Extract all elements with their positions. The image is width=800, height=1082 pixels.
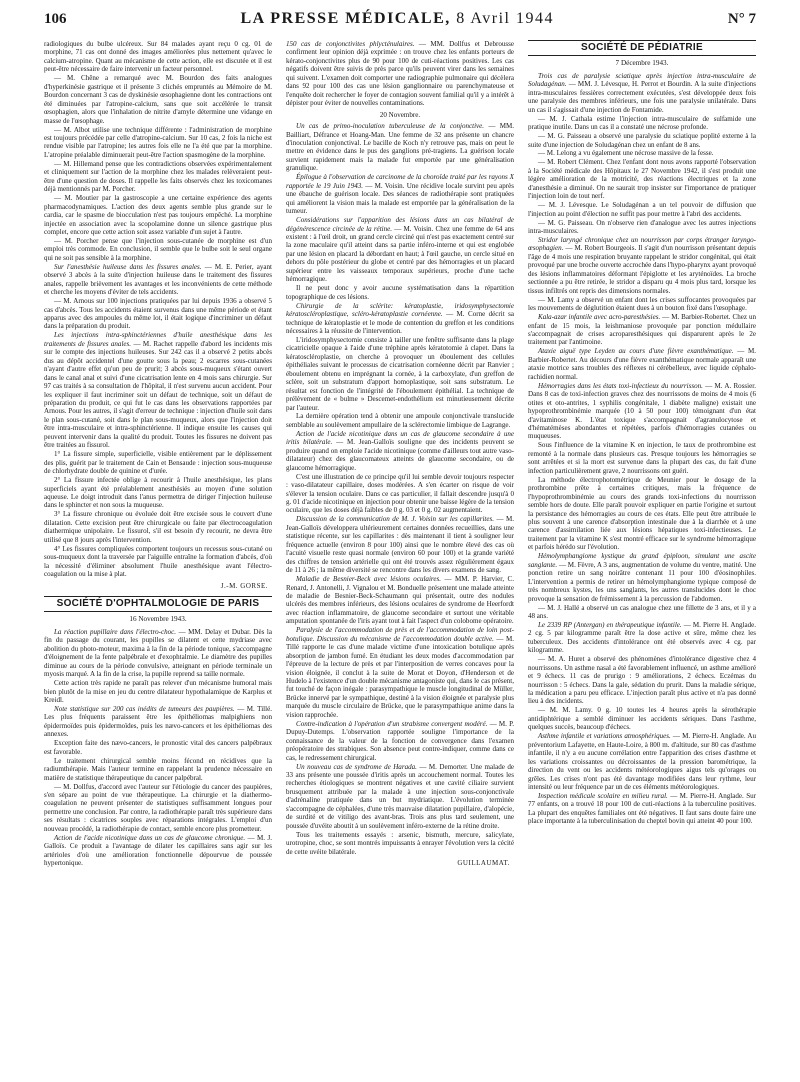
paragraph: L'iridosymphysectomie consiste à tailler une fenêtre suffisante dans la plage cicatricielle opaque à l'aide d'une tréphine après kératotomie à clapet. Dans la kératoscléroplastie, on cherche à provoquer un éboulement des cellules épithéliales suivant le processus de cicatrisation cornéenne décrit par Ranvier ; éboulement obtenu en imprégnant la cornée, à la carboxylate, d'un greffon de sclère, soit un substratum d'apport homoplastique, soit sans substratum. Le résultat est fonction de l'intégrité de l'éboulement épithélial. La technique de prélèvement de « bulme » Descemet-endothélium est minutieusement décrite par l'auteur. [286,335,514,412]
paragraph: Le traitement chirurgical semble moins fécond en récidives que la radiumthérapie. Mais l'auteur termine en rappelant la prudence nécessaire en matière de statistique thérapeutique du cancer palpébral. [44,756,272,782]
list-item: 3° La fissure chronique ou évoluée doit être excisée sous le couvert d'une dilatation. Cette excision peut être chirurgicale ou faite par électrocoagulation diathermique unipolaire. Le fissurol, s'il est besoin d'y recourir, ne devra être utilisé que 8 jours après l'intervention. [44,510,272,544]
paragraph-title: Action de l'acide nicotinique dans un cas de glaucome chronique. [54,833,246,842]
signature: GUILLAUMAT. [457,859,510,868]
paragraph: La dernière opération tend à obtenir une ampoule conjonctivale translucide semblable au soulèvement ampullaire de la sclérectomie limbique de Lagrange. [286,412,514,429]
paragraph: Action de l'acide nicotinique dans un cas de glaucome secondaire à une iritis bilatérale. — M. Jean-Galloïs souligne que des incidents peuvent se produire quand on emploie l'acide nicotinique (comme d'ailleurs tout autre vaso-dilatateur) chez des glaucomateux atteints de glaucome secondaire, ou de glaucome hémorragique. [286,429,514,472]
paragraph-title: Note statistique sur 200 cas inédits de tumeurs des paupières. [54,704,235,713]
paragraph-title: Considérations sur l'apparition des lésions dans un cas bilatéral de dégénérescence circinée de la rétine. [286,216,514,233]
section-heading: SOCIÉTÉ DE PÉDIATRIE [528,40,756,56]
paragraph: La méthode électrophotométrique de Meunier pour le dosage de la prothrombine prête à certaines critiques, mais la fréquence de l'hypoprothrombinémie au cours des grands toxi-infections du nourrisson semble hors de doute. Elle paraît pouvoir expliquer en partie l'origine et surtout la persistance des hémorragies au cours de ces états. Elle peut être attribuée le plus souvent à une carence d'absorption intestinale due à la diarrhée et à une carence d'assimilation liée aux lésions hépatiques toxi-infectieuses. Le traitement par la vitamine K s'est montré efficace sur le syndrome hémorragique et parfois hérédo sur l'évolution. [528,475,756,552]
list-item: 1° La fissure simple, superficielle, visible entièrement par le déplissement des plis, guérit par le traitement de Cain et Bensaude : injection sous-muqueuse de chlorhydrate double de quinine et d'urée. [44,450,272,476]
issue-date: 8 Avril 1944 [456,10,554,27]
paragraph: Hémorragies dans les états toxi-infectieux du nourrisson. — M. A. Rossier. Dans 8 cas de toxi-infection graves chez des nourrissons de moins de 4 mois (6 otites et oto-antrites, 1 syphilis congénitale, 1 diabète maligne) existait une hypoprothrombinémie marquée (10 à 50 pour 100) témoignant d'un état d'avitaminose K. L'état toxique s'accompagnait d'agranulocytose et d'hématémèses abondantes et répétées, parfois d'hémorragies cutanées ou muqueuses. [528,381,756,441]
paragraph: Il ne peut donc y avoir aucune systématisation dans la répartition topographique de ces lésions. [286,284,514,301]
paragraph: C'est une illustration de ce principe qu'il lui semble devoir toujours respecter : vaso-dilatateur capillaire, doses modérées. A s'en écarter on risque de voir s'élever la tension oculaire. Dans ce cas particulier, il fallait descendre jusqu'à 0 g. 01 d'acide nicotinique en injection pour obtenir une baisse légère de la tension oculaire, que les doses déjà faibles de 0 g. 03 et 0 g. 02 augmentaient. [286,472,514,515]
session-date: 20 Novembre. [379,110,421,119]
paragraph: — M. Lelong a vu également une nécrose massive de la fesse. [538,149,714,158]
list-item: 2° La fissure infectée oblige à recourir à l'huile anesthésique, les plans superficiels ayant été préalablement anesthésiés au moyen d'une solution aqueuse. Le doigt introduit dans l'anus permettra de diriger l'injection huileuse dans le sphincter et non sous la muqueuse. [44,476,272,510]
paragraph-title: Trois cas de paralysie sciatique après injection intra-musculaire de Soludagénan. [528,71,756,89]
section-heading: SOCIÉTÉ D'OPHTALMOLOGIE DE PARIS [44,596,272,612]
journal-title: LA PRESSE MÉDICALE, 8 Avril 1944 [240,10,554,27]
paragraph: Kala-azar infantile avec acro-paresthésies. — M. Barbier-Robertet. Chez un enfant de 15 mois, la leishmaniose provoquée par ponction médullaire s'accompagnait de crises acroparesthésiques qui disparurent après le 2e traitement par l'antimoine. [528,313,756,347]
paragraph: — M. J. Lévesque. Le Soludagénan a un tel pouvoir de diffusion que l'injection au point d'élection ne suffit pas pour mettre à l'abri des accidents. [528,201,756,218]
paragraph-title: Un cas de primo-inoculation tuberculeuse de la conjonctive. [296,122,485,131]
signature: J.-M. GORSE. [220,581,268,590]
paragraph-title: Chirurgie de la sclérite: kératoplastie, iridosymphysectomie kératoscléroplastique, scléro-kératoplastie cornéenne. [286,301,514,319]
issue-number: N° 7 [727,11,756,27]
paragraph: Épilogue à l'observation de carcinome de la choroïde traité par les rayons X rapportée le 19 Juin 1943. — M. Voisin. Une récidive locale survint peu après une ébauche de guérison locale. Des séances de radiothérapie sont pratiquées qui améliorent la vision mais la malade est emportée par la généralisation de la tumeur. [286,173,514,216]
paragraph: Un nouveau cas de syndrome de Harada. — M. Demorter. Une malade de 33 ans présente une poussée d'iritis après un accouchement normal. Toutes les recherches étiologiques se montrent négatives et une cavité ciliaire survient brusquement attribuée par la malade à une injection sous-conjonctivale d'adrénaline pratiquée dans un but mydriatique. L'évolution terminée s'accompagne de céphalées, d'une très mauvaise dilatation pupillaire, d'alopécie, de surdité et de vitiligo des avant-bras. Trois ans plus tard seulement, une poussée d'uvéite aboutit à un soulèvement inféro-externe de la rétine droite. [286,762,514,830]
paragraph-title: La réaction pupillaire dans l'électro-choc. [54,627,177,636]
page-number: 106 [44,11,67,27]
paragraph-title: Le 2339 RP (Antergan) en thérapeutique infantile. [538,620,682,629]
paragraph: Contre-indication à l'opération d'un strabisme convergent modéré. — M. P. Dupuy-Dutemps. L'observation rapportée souligne l'importance de la connaissance de la valeur de la fonction de convergence dans l'examen préopératoire des strabiques. Son absence peut contre-indiquer, comme dans ce cas, le redressement chirurgical. [286,719,514,762]
running-header [44,10,756,32]
paragraph: Maladie de Besnier-Beck avec lésions oculaires. — MM. P. Harvier, C. Renard, J. Antonelli, J. Vignalou et M. Bonduelle présentent une malade atteinte de maladie de Besnier-Beck-Schaumann qui présentait, outre des nodules ulcérés des membres inférieurs, des lésions oculaires de syndrome de Heerfordt avec réaction inflammatoire, de glaucome secondaire et surtout une véritable amputation spontanée de l'iris ayant tout à fait l'aspect d'un colobome opératoire. [286,575,514,626]
paragraph: Ataxie aiguë type Leyden au cours d'une fièvre exanthématique. — M. Barbier-Robertet. Au décours d'une fièvre exanthématique normale apparaît une ataxie motrice sans troubles des réflexes ni cérébelleux, avec liquide céphalo-rachidien normal. [528,347,756,381]
paragraph: — M. A. Huret a observé des phénomènes d'intolérance digestive chez 4 nourrissons. Un asthme nasal a été favorablement influencé, un asthme amélioré et 9 échecs. 11 cas de prurigo : 9 améliorations, 2 échecs. Eczémas du nourrisson : 5 échecs. Dans la gale, sédation du prurit. Dans la maladie sérique, la médication a paru peu efficace. L'injection paraît plus active et n'a pas donné lieu à des incidents. [528,655,756,706]
list-item: 4° Les fissures compliquées comportent toujours un recessus sous-cutané ou sous-muqueux dont la traversée par l'aiguille entraîne la formation d'abcès, d'où la nécessité d'éliminer absolument l'huile anesthésique avant l'électro-coagulation ou la mise à plat. [44,544,272,579]
section-date: 7 Décembre 1943. [615,59,669,68]
column-2 [286,40,514,1070]
paragraph: — M. Lamy a observé un enfant dont les crises suffocantes provoquées par les mouvements de déglutition étaient dues à un bouton fixé dans l'œsophage. [528,295,756,313]
paragraph-title: 150 cas de conjonctivites phlycténulaires. [286,40,415,48]
paragraph-title: Sur l'anesthésie huileuse dans les fissures anales. [54,262,202,271]
paragraph-title: Un nouveau cas de syndrome de Harada. [296,762,417,771]
paragraph: Un cas de primo-inoculation tuberculeuse de la conjonctive. — MM. Bailliart, Défrance et Hoang-Man. Une femme de 32 ans présente un chancre d'inoculation conjonctival. Le bacille de Koch n'y retrouve pas, mais on peut le mettre en évidence dans le pus des ganglions pré-tragiens. La guérison locale survient rapidement mais la malade fut emportée par une généralisation granulique. [286,122,514,173]
paragraph-title: Hémolymphangiome kystique du grand épiploon, simulant une ascite sanglante. [528,552,756,569]
paragraph: Note statistique sur 200 cas inédits de tumeurs des paupières. — M. Tillé. Les plus fréquents paraissent être les épithéliomas malpighiens non épidermoïdes puis épidermoïdes, puis les nævo-cancers et les épithéliomas des annexes. [44,704,272,739]
paragraph-title: Action de l'acide nicotinique dans un cas de glaucome secondaire à une iritis bilatérale. [286,429,514,447]
paragraph: Discussion de la communication de M. J. Voisin sur les capillarites. — M. Jean-Galloïs développera ultérieurement certaines données recueillies, dans une statistique récente, sur les capillarites : dès maintenant il tient à souligner leur fréquence actuelle (environ 8 pour 100) ainsi que le nombre élevé des cas où l'acuité visuelle reste quasi normale (environ 60 pour 100) et la grande variété des chiffres de tension artérielle qui ont été trouvés assez régulièrement égaux de 11 à 26 ; la même diversité se rencontre dans les divers examens de sang. [286,515,514,575]
paragraph-title: Discussion de la communication de M. J. Voisin sur les capillarites. [296,515,495,524]
paragraph: — M. G. Paisseau. On n'observe rien d'analogue avec les autres injections intra-musculaires. [528,218,756,236]
paragraph-title: Paralysie de l'accommodation de près et de l'accommodation de loin post-botulique. Discussion du mécanisme de l'accommodation double active. [286,626,514,643]
paragraph: Inspection médicale scolaire en milieu rural. — M. Pierre-H. Anglade. Sur 77 enfants, on a trouvé 18 pour 100 de cuti-réactions à la tuberculine positives. La plupart des enquêtes familiales ont été négatives. Il faut sans doute faire une place importante à la tuberculinisation du cheptel bovin qui atteint 40 pour 100. [528,791,756,826]
paragraph: radiologiques du bulbe ulcéreux. Sur 84 malades ayant reçu 0 cg. 01 de morphine, 71 cas ont donné des images améliorées plus nettement qu'avec le calcium-atropine. Quant au mécanisme de cette action, elle est discutée et il est peut-être nécessaire de faire intervenir un facteur personnel. [44,40,272,74]
paragraph: — M. Moutier par la gastroscopie a une certaine expérience des agents pharmacodynamiques. L'action des deux agents semble plus grande sur le cardia, car le spasme de biocculation n'est pas toujours empêché. La morphine injectée en association avec la scopolamine donne un silence gastrique plus complet, encore que cette action soit assez variable d'un sujet à l'autre. [44,194,272,236]
paragraph: La réaction pupillaire dans l'électro-choc. — MM. Delay et Dubar. Dès la fin du passage du courant, les pupilles se dilatent et cette mydriase avec abolition du photo-moteur, maxima à la fin de la période tonique, s'accompagne d'éloignement de la fente palpébrale et d'exophtalmie. Le diamètre des pupilles diminue au cours de la période convulsive, atteignant en période terminale un myosis marqué. A la fin de la crise, la pupille reprend sa taille normale. [44,627,272,679]
paragraph: — M. J. Cathala estime l'injection intra-musculaire de sulfamide une pratique inutile. Dans un cas il a constaté une nécrose profonde. [528,114,756,132]
paragraph: Hémolymphangiome kystique du grand épiploon, simulant une ascite sanglante. — M. Fèvre, A 3 ans, augmentation de volume du ventre, matité. Une ponction retire un sang noirâtre contenant 11 pour 100 d'éosinophiles. L'intervention a permis de retirer un hémolymphangiome typique composé de très nombreux kystes, les uns sanglants, les autres translucides dont le choc provoque la sensation de frémissement à la percussion de l'abdomen. [528,552,756,603]
article-columns [44,40,756,1070]
paragraph: Tous les traitements essayés : arsenic, bismuth, mercure, salicylate, urotropine, choc, se sont montrés impuissants à enrayer l'évolution vers la cécité de cette uvéite bilatérale. [286,830,514,856]
paragraph-title: Ataxie aiguë type Leyden au cours d'une fièvre exanthématique. [538,347,734,356]
paragraph: — M. G. Paisseau a observé une paralysie du sciatique poplité externe à la suite d'une injection de Soludagénan chez un enfant de 8 ans. [528,132,756,149]
paragraph: — M. M. Lamy. 0 g. 10 toutes les 4 heures après la sérothérapie antidiphtérique a semblé diminuer les accidents sériques. Dans l'asthme, quelques succès, beaucoup d'échecs. [528,706,756,732]
paragraph-title: Stridor laryngé chronique chez un nourrisson par corps étranger laryngo-œsophagien. [528,236,756,253]
paragraph: Paralysie de l'accommodation de près et de l'accommodation de loin post-botulique. Discussion du mécanisme de l'accommodation double active. — M. Tillé rapporte le cas d'une malade victime d'une intoxication botulique après absorption de jambon fumé. En étudiant les deux modes d'accommodation par l'épreuve de la lecture de près et par l'interposition de verres concaves pour la vision éloignée, il conclut à la suite de Morat et Doyon, d'Henderson et de Hudelo à l'existence d'un double mécanisme antagoniste qui, dans le cas présent, fut touché de façon inégale : parasympathique le muscle longitudinal de Müller, Brücke innervé par le sympathique, destiné à la vision éloignée et paralysie plus marquée du muscle circulaire de Brücke, que le parasympathique anime dans la vision rapprochée. [286,626,514,719]
paragraph-title: Hémorragies dans les états toxi-infectieux du nourrisson. [538,381,703,390]
paragraph: — M. Chêne a remarqué avec M. Bourdon des faits analogues d'hyperkinésie gastrique et il présente 3 clichés empruntés au Mémoire de M. Bourdon concernant 3 cas de dyskinésie œsophagienne dont les contractions ont été diminuées par l'atropine-calcium, sans que soit accélérée le transit œsophagien, alors que l'inhalation de nitrite d'amyle détermine une vidange en masse de l'œsophage. [44,74,272,125]
paragraph: — M. Albot utilise une technique différente : l'administration de morphine est toujours précédée par celle d'atropine-calcium. Sur 10 cas, 2 fois la niche est rendue visible par l'atropine; les autres fois elle ne l'a été que par la morphine. L'atropine préalable diminuerait peut-être l'action spasmogène de la morphine. [44,125,272,159]
paragraph-title: Épilogue à l'observation de carcinome de la choroïde traité par les rayons X rapportée le 19 Juin 1943. [286,173,514,190]
paragraph: — M. Hillemand pense que les contradictions observées expérimentalement et cliniquement sur l'action de la morphine chez les malades relèveraient peut-être d'une question de doses. Il rappelle les faits observés chez les toxicomanes déjà mentionnés par M. Porcher. [44,159,272,194]
paragraph: 150 cas de conjonctivites phlycténulaires. — MM. Dollfus et Debrousse confirment leur opinion déjà exprimée : on trouve chez les enfants porteurs de kérato-conjonctivites plus de 90 pour 100 de cuti-réactions positives. Les cas négatifs doivent être suivis de près parce qu'ils peuvent virer dans les semaines qui suivent. L'examen doit comporter une radiographie pulmonaire qui décèlera dans 92 pour 100 des cas une lésion ganglionnaire ou parenchymateuse et l'enquête doit rechercher le foyer de contagion souvent familial qu'il y a intérêt à dépister pour éviter de nouvelles contaminations. [286,40,514,108]
paragraph: — M. Porcher pense que l'injection sous-cutanée de morphine est d'un emploi très commode. En conclusion, il semble que le bulbe soit le seul organe qui ne soit pas sensible à la morphine. [44,236,272,262]
paragraph: Asthme infantile et variations atmosphériques. — M. Pierre-H. Anglade. Au préventorium Lafayette, en Haute-Loire, à 800 m. d'altitude, sur 80 cas d'asthme infantile, il n'y a eu aucune corrélation entre l'apparition des crises d'asthme et les variations croissantes ou décroissantes de la pression barométrique, la direction du vent ou les accidents météorologiques aigus tels qu'orages ou grêles. Les crises n'ont pas été davantage modifiées dans leur rythme, leur intensité ou leur fréquence par un de ces éléments météorologiques. [528,732,756,792]
paragraph-title: Kala-azar infantile avec acro-paresthésies. [538,313,661,322]
paragraph: — M. J. Hallé a observé un cas analogue chez une fillette de 3 ans, et il y a 48 ans. [528,603,756,620]
paragraph: Chirurgie de la sclérite: kératoplastie, iridosymphysectomie kératoscléroplastique, scléro-kératoplastie cornéenne. — M. Corne décrit sa technique de kératoplastie et le mode de contention du greffon et les conditions nécessaires à la réussite de l'intervention. [286,301,514,335]
paragraph: Sur l'anesthésie huileuse dans les fissures anales. — M. E. Perier, ayant observé 3 abcès à la suite d'injection huileuse dans le traitement des fissures anales, rappelle brièvement les avantages et les inconvénients de cette méthode et cherche les moyens d'éviter de tels accidents. [44,262,272,297]
column-1 [44,40,272,1070]
paragraph: Cette action très rapide ne paraît pas relever d'un mécanisme humoral mais bien plutôt de la mise en jeu du centre dilatateur hypothalamique de Karplus et Kreidl. [44,679,272,705]
paragraph: Exception faite des nævo-cancers, le pronostic vital des cancers palpébraux est favorable. [44,739,272,756]
section-date: 16 Novembre 1943. [129,615,187,624]
paragraph: — M. Arnous sur 100 injections pratiquées par lui depuis 1936 a observé 5 cas d'abcès. Tous les accidents étaient survenus dans une même période et étant apparus avec des ampoules du même lot, il était logique d'incriminer un défaut dans la préparation du produit. [44,297,272,331]
paragraph-title: Contre-indication à l'opération d'un strabisme convergent modéré. [296,719,488,728]
paragraph-title: Maladie de Besnier-Beck avec lésions oculaires. [296,575,442,584]
paragraph-title: Asthme infantile et variations atmosphériques. [538,732,671,741]
paragraph: Le 2339 RP (Antergan) en thérapeutique infantile. — M. Pierre H. Anglade. 2 cg. 5 par kilogramme paraît être la dose active et sûre, même chez les tuberculeux. Des accidents d'intolérance ont été observés avec 4 cg. par kilogramme. [528,620,756,655]
paragraph: Action de l'acide nicotinique dans un cas de glaucome chronique. — M. J. Galloïs. Ce produit a l'avantage de dilater les capillaires sans agir sur les artérioles d'où une amélioration fonctionnelle dépourvue de poussée hypertonique. [44,833,272,868]
paragraph: Trois cas de paralysie sciatique après injection intra-musculaire de Soludagénan. — MM. J. Lévesque, H. Perrot et Bourdin. A la suite d'injections intra-musculaires fessières correctement exécutées, s'est développée deux fois une paralysie des membres inférieurs, une fois une paralysie unilatérale. Dans un cas il s'agissait d'une injection de Fontamide. [528,71,756,114]
paragraph: Stridor laryngé chronique chez un nourrisson par corps étranger laryngo-œsophagien. — M. Robert Bourgeois. Il s'agit d'un nourrisson présentant depuis l'âge de 4 mois une respiration bruyante rappelant le stridor congénital, qui était provoqué par une broche ouverte accrochée dans l'hypo-pharynx ayant provoqué des lésions inflammatoires déformant l'épiglotte et les aryténoïdes. La broche sectionnée a pu être retirée, le stridor a disparu qu 4 mois plus tard, lorsque les tissus infiltrés ont repris des dimensions normales. [528,236,756,295]
paragraph: Considérations sur l'apparition des lésions dans un cas bilatéral de dégénérescence circinée de la rétine. — M. Voisin. Chez une femme de 64 ans existent : à l'œil droit, un grand cercle circiné qui n'est pas exactement centré sur la zone maculaire qu'il atteint dans sa partie inféro-interne et qui est englobée par une lésion en placard la débordant en haut; à l'œil gauche, un cercle situé en dehors du pôle postérieur du globe et centré par des hémorragies et un placard supérieur entre les vaisseaux temporaux supérieurs, proche d'une tache hémorragique. [286,216,514,284]
paragraph-title: Inspection médicale scolaire en milieu rural. [538,791,668,800]
paragraph: Sous l'influence de la vitamine K en injection, le taux de prothrombine est remonté à la normale dans plusieurs cas. Presque toujours les hémorragies se sont arrêtées et si la mort est survenue dans la plupart des cas, du fait d'une infection particulièrement grave, 2 nourrissons ont guéri. [528,441,756,475]
column-3 [528,40,756,1070]
paragraph-title: Les injections intra-sphinctériennes d'huile anesthésique dans les traitements de fissures anales. [44,331,272,348]
paragraph: — M. Dollfus, d'accord avec l'auteur sur l'étiologie du cancer des paupières, s'en sépare au point de vue thérapeutique. La chirurgie et la diathermo-coagulation ne peuvent présenter de statistiques suffisamment longues pour permettre une conclusion. Par contre, la radiothérapie paraît très supérieure dans ses résultats : cicatrices souples avec réparations intégrales. L'emploi d'un nouveau procédé, la radiothérapie de contact, semble encore plus prometteur. [44,782,272,833]
paragraph: — M. Robert Clément. Chez l'enfant dont nous avons rapporté l'observation à la Société médicale des Hôpitaux le 27 Novembre 1942, il s'est produit une légère amélioration de la motricité, des réactions électriques et la zone d'anesthésie a diminué. On ne saurait trop insister sur l'importance de pratiquer l'injection loin de tout nerf. [528,158,756,201]
paragraph: Les injections intra-sphinctériennes d'huile anesthésique dans les traitements de fissures anales. — M. Rachet rappelle d'abord les incidents mis sur le compte des injections huileuses. Sur 242 cas il a observé 2 petits abcès dus au dépôt accidentel d'une goutte sous la peau; 2 escarres sous-cutanées n'ayant d'autre effet qu'un peu de prurit; 3 abcès sous-muqueux s'étant ouvert dans le canal anal et suivi d'une cicatrisation lente en 4 mois sans chirurgie. Sur 97 cas traités à sa consultation de l'hôpital, il n'est survenu aucun accident. Pour les expliquer il faut incriminer soit un défaut de technique, soit un défaut de préparation du produit, ce qui fut le cas dans les observations rapportées par Arnous. Pour les autres, il s'agit d'erreur de technique : injection d'huile soit dans le plan sous-cutané, soit dans le plan sous-muqueux, alors que l'injection doit être intra-musculaire et intra-sphinctérienne. Il indique ensuite les causes qui peuvent intervenir dans la qualité du produit. Toutes les fissures ne doivent pas être traitées au fissurol. [44,331,272,450]
